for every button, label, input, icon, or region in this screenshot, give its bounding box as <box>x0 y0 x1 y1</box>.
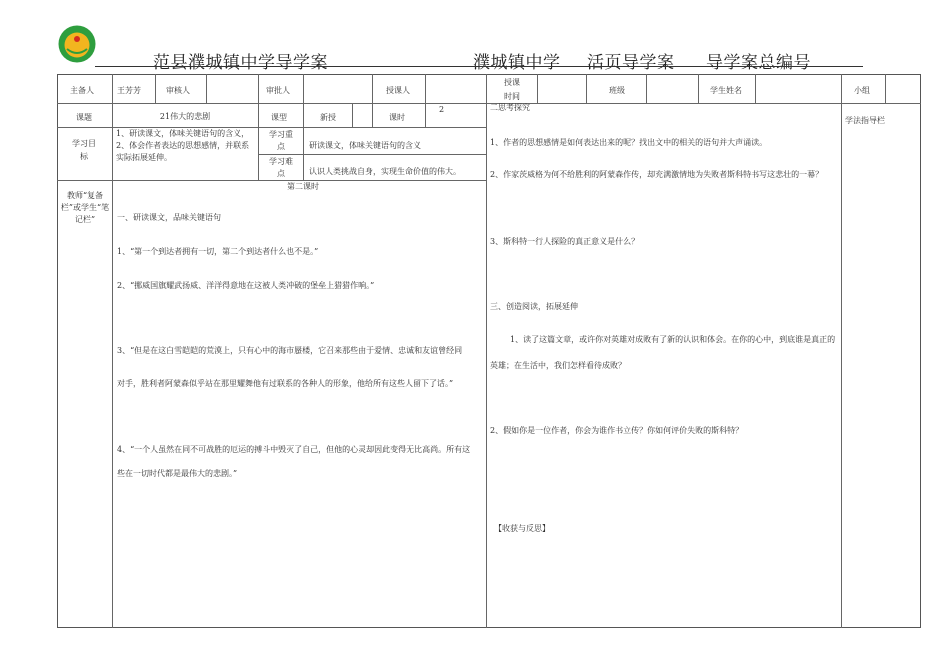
prompt-4-line-1: 1、读了这篇文章，或许你对英雄对成败有了新的认识和体会。在你的心中，到底谁是真正的 <box>510 335 836 344</box>
reflection-heading: 【收获与反思】 <box>494 524 550 533</box>
goals-label: 学习目标 <box>72 139 96 161</box>
question-3-line-1: 3、“但是在这白雪皑皑的荒漠上，只有心中的海市蜃楼，它召来那些由于爱情、忠诚和友谊曾经同 <box>117 346 463 355</box>
prompt-1: 1、作者的思想感情是如何表达出来的呢？找出文中的相关的语句并大声诵读。 <box>490 138 768 147</box>
grid-line <box>57 103 486 104</box>
grid-line <box>206 74 207 103</box>
preparer-label: 主备人 <box>70 86 94 95</box>
document-title: 范县濮城镇中学导学案 <box>153 53 328 73</box>
group-label: 小组 <box>854 86 870 95</box>
goals-text: 1、研读课文，体味关键语句的含义，2、体会作者表达的思想感情，并联系实际拓展延伸。 <box>116 129 250 162</box>
grid-line <box>372 74 373 127</box>
loose-leaf-label: 活页导学案 <box>587 53 675 73</box>
header-underline <box>95 66 863 67</box>
session-label: 第二课时 <box>287 182 319 191</box>
prompt-5: 2、假如你是一位作者，你会为谁作书立传？你如何评价失败的斯科特？ <box>490 426 744 435</box>
question-2: 2、“挪威国旗耀武扬威、洋洋得意地在这被人类冲破的堡垒上猎猎作响。” <box>117 281 375 290</box>
class-time-label-a: 授课 <box>504 78 520 87</box>
grid-line <box>646 74 647 103</box>
school-name: 濮城镇中学 <box>473 53 561 73</box>
prompt-3: 3、斯科特一行人探险的真正意义是什么？ <box>490 237 640 246</box>
grid-line <box>486 103 921 104</box>
section-1-heading: 一、研读课文，品味关键语句 <box>117 213 221 222</box>
grid-line <box>258 154 486 155</box>
grid-line <box>57 180 486 181</box>
section-3-heading: 三、创造阅读，拓展延伸 <box>490 302 578 311</box>
hours-label: 课时 <box>389 113 405 122</box>
grid-line <box>537 74 538 103</box>
teacher-label: 授课人 <box>386 86 410 95</box>
grid-line <box>425 103 426 127</box>
grid-line <box>112 74 113 628</box>
question-4-line-2: 些在一切时代都是最伟大的悲剧。” <box>117 469 238 478</box>
school-logo-icon <box>58 25 96 63</box>
grid-line <box>303 74 304 180</box>
question-1: 1、“第一个到达者拥有一切，第二个到达者什么也不是。” <box>117 247 319 256</box>
difficulty-label: 学习难点 <box>269 157 293 178</box>
question-4-line-1: 4、“一个人虽然在同不可战胜的厄运的搏斗中毁灭了自己，但他的心灵却因此变得无比高尚。所有这 <box>117 445 471 454</box>
grid-line <box>885 74 886 103</box>
grid-line <box>586 74 587 103</box>
method-guide-label: 学法指导栏 <box>845 116 885 125</box>
preparer-value: 王芳芳 <box>117 86 141 95</box>
student-name-label: 学生姓名 <box>710 86 742 95</box>
notes-column-label: 教师“复备栏”或学生“笔记栏” <box>60 191 110 224</box>
section-2-heading: 二思考探究 <box>490 103 530 112</box>
grid-line <box>755 74 756 103</box>
lesson-type-label: 课型 <box>271 113 287 122</box>
center-divider <box>486 74 487 628</box>
grid-line <box>841 74 842 628</box>
topic-label: 课题 <box>76 113 92 122</box>
hours-value: 2 <box>439 105 445 114</box>
approver-label: 审批人 <box>266 86 290 95</box>
class-label: 班级 <box>609 86 625 95</box>
question-3-line-2: 对手，胜利者阿蒙森似乎站在那里耀舞他有过联系的各种人的形象，他给所有这些人留下了话。” <box>117 379 454 388</box>
difficulty-value: 认识人类挑战自身，实现生命价值的伟大。 <box>309 167 461 176</box>
focus-value: 研读课文，体味关键语句的含义 <box>309 141 421 150</box>
grid-line <box>258 74 259 180</box>
focus-label: 学习重点 <box>269 130 293 151</box>
topic-value: 21伟大的悲剧 <box>159 112 211 121</box>
lesson-type-value: 新授 <box>320 113 336 122</box>
serial-number-label: 导学案总编号 <box>706 53 811 73</box>
grid-line <box>425 74 426 103</box>
reviewer-label: 审核人 <box>166 86 190 95</box>
prompt-4-line-2: 英雄；在生活中，我们怎样看待成败？ <box>490 361 626 370</box>
grid-line <box>698 74 699 103</box>
grid-line <box>352 103 353 127</box>
logo-dot <box>74 36 80 42</box>
prompt-2: 2、作家茨威格为何不给胜利的阿蒙森作传，却充满激情地为失败者斯科特书写这悲壮的一幕？ <box>490 170 824 179</box>
class-time-label-b: 时间 <box>504 92 520 101</box>
grid-line <box>155 74 156 103</box>
